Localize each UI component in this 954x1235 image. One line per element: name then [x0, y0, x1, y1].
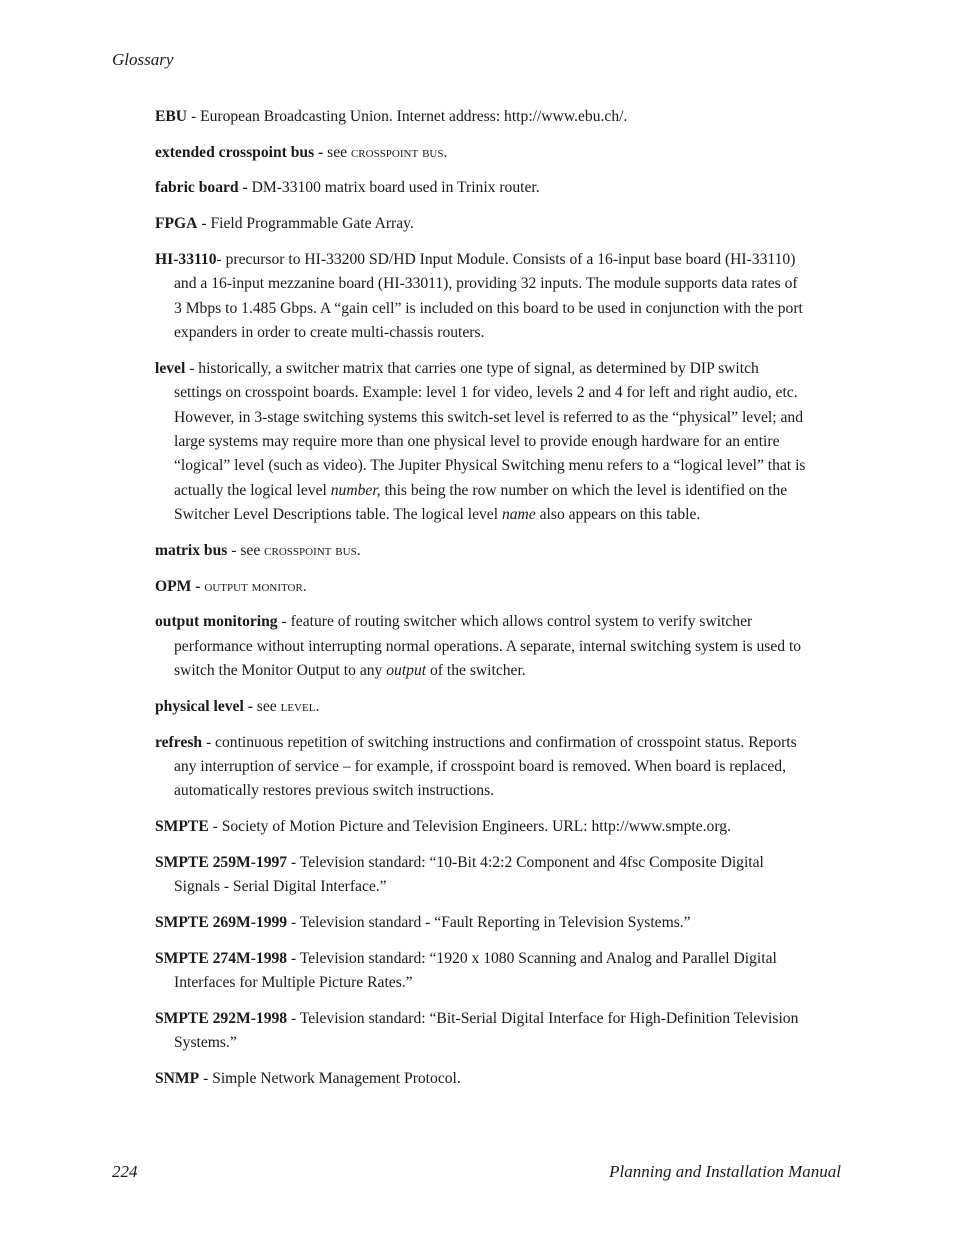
definition: - Television standard: “Bit-Serial Digital Interface for High-Definition Television Systems.”: [174, 1009, 799, 1052]
glossary-entries: [155, 105, 806, 1102]
definition: - Society of Motion Picture and Television Engineers. URL: http://www.smpte.org.: [208, 818, 731, 836]
glossary-entry-physical-level: [155, 695, 806, 719]
definition: this being the row number on which the level is identified on the Switcher Level Descriptions table. The logical level: [174, 481, 788, 524]
glossary-entry-smpte-274m: [155, 947, 806, 996]
punctuation: .: [443, 143, 448, 161]
punctuation: .: [302, 577, 307, 595]
term: EBU: [155, 108, 188, 125]
glossary-entry-opm: [155, 575, 806, 599]
definition: - Television standard: “1920 x 1080 Scanning and Analog and Parallel Digital Interfaces for Multiple Picture Rates.”: [174, 949, 777, 991]
running-head: Glossary: [112, 50, 174, 69]
term: SNMP: [155, 1069, 200, 1087]
term: FPGA: [155, 215, 198, 233]
glossary-entry-smpte: [155, 815, 806, 839]
punctuation: .: [356, 541, 361, 559]
definition: - Field Programmable Gate Array.: [197, 215, 414, 233]
term: HI-33110: [155, 250, 217, 268]
definition: - feature of routing switcher which allows control system to verify switcher performance without interrupting normal operations. A separate, internal switching system is used to switch the Monitor Output to any: [174, 613, 802, 680]
definition: - Simple Network Management Protocol.: [199, 1069, 461, 1087]
glossary-entry-smpte-259m: [155, 851, 806, 900]
cross-reference: level: [280, 697, 316, 715]
emphasis: number,: [330, 481, 381, 499]
term: output monitoring: [155, 613, 278, 631]
term: matrix bus: [155, 541, 228, 559]
definition: also appears on this table.: [535, 506, 701, 524]
glossary-entry-hi-33110: [155, 248, 806, 346]
term: SMPTE 269M-1999: [155, 913, 288, 931]
term: level: [155, 359, 186, 377]
term: extended crosspoint bus -: [155, 143, 328, 161]
glossary-entry-fabric-board: [155, 176, 806, 200]
definition: - European Broadcasting Union. Internet address: http://www.ebu.ch/.: [187, 108, 628, 125]
glossary-entry-snmp: [155, 1067, 806, 1091]
glossary-entry-refresh: [155, 731, 806, 804]
definition: see: [327, 143, 351, 161]
definition: of the switcher.: [426, 662, 526, 680]
term: SMPTE 292M-1998: [155, 1009, 288, 1027]
cross-reference: crosspoint bus: [350, 143, 444, 161]
emphasis: name: [501, 506, 536, 524]
glossary-entry-fpga: [155, 212, 806, 236]
term: physical level -: [155, 697, 257, 715]
glossary-entry-ebu: [155, 105, 806, 129]
term: SMPTE: [155, 818, 209, 836]
emphasis: output: [386, 662, 427, 680]
definition: - historically, a switcher matrix that carries one type of signal, as determined by DIP switch settings on crosspoint boards. Example: level 1 for video, levels 2 and 4 for left and right audio, etc. However, in 3-stage switching systems this switch-set level is referred to as the “physical” level; and large systems may require more than one physical level to provide enough hardware for an entire “logical” level (such as video). The Jupiter Physical Switching menu refers to a “logical level” that is actually the logical level: [174, 359, 806, 499]
glossary-entry-smpte-269m: [155, 911, 806, 935]
definition: - precursor to HI-33200 SD/HD Input Module. Consists of a 16-input base board (HI-33110) and a 16-input mezzanine board (HI-33011), providing 32 inputs. The module supports data rates of 3 Mbps to 1.485 Gbps. A “gain cell” is included on this board to be used in conjunction with the port expanders in order to create multi-chassis routers.: [174, 250, 803, 342]
term: refresh: [155, 733, 203, 751]
book-title: Planning and Installation Manual: [609, 1162, 841, 1181]
term: OPM -: [155, 577, 205, 595]
cross-reference: output monitor: [204, 577, 303, 595]
glossary-entry-matrix-bus: [155, 539, 806, 563]
glossary-entry-output-monitoring: [155, 610, 806, 683]
definition: - continuous repetition of switching instructions and confirmation of crosspoint status. Reports any interruption of service – for example, if crosspoint board is removed. When board is replaced, automatically restores previous switch instructions.: [174, 733, 797, 800]
term: SMPTE 274M-1998: [155, 949, 288, 967]
definition: - Television standard - “Fault Reporting in Television Systems.”: [287, 913, 691, 931]
glossary-entry-level: [155, 357, 806, 528]
cross-reference: crosspoint bus: [264, 541, 357, 559]
term: SMPTE 259M-1997: [155, 853, 288, 871]
glossary-entry-extended-crosspoint-bus: [155, 141, 806, 165]
definition: - Television standard: “10-Bit 4:2:2 Component and 4fsc Composite Digital Signals - Serial Digital Interface.”: [174, 853, 764, 896]
glossary-entry-smpte-292m: [155, 1007, 806, 1056]
page-number: 224: [112, 1162, 138, 1181]
definition: see: [256, 697, 281, 715]
definition: DM-33100 matrix board used in Trinix router.: [251, 179, 540, 197]
term: fabric board -: [155, 179, 252, 197]
punctuation: .: [315, 697, 320, 715]
definition: - see: [227, 541, 265, 559]
